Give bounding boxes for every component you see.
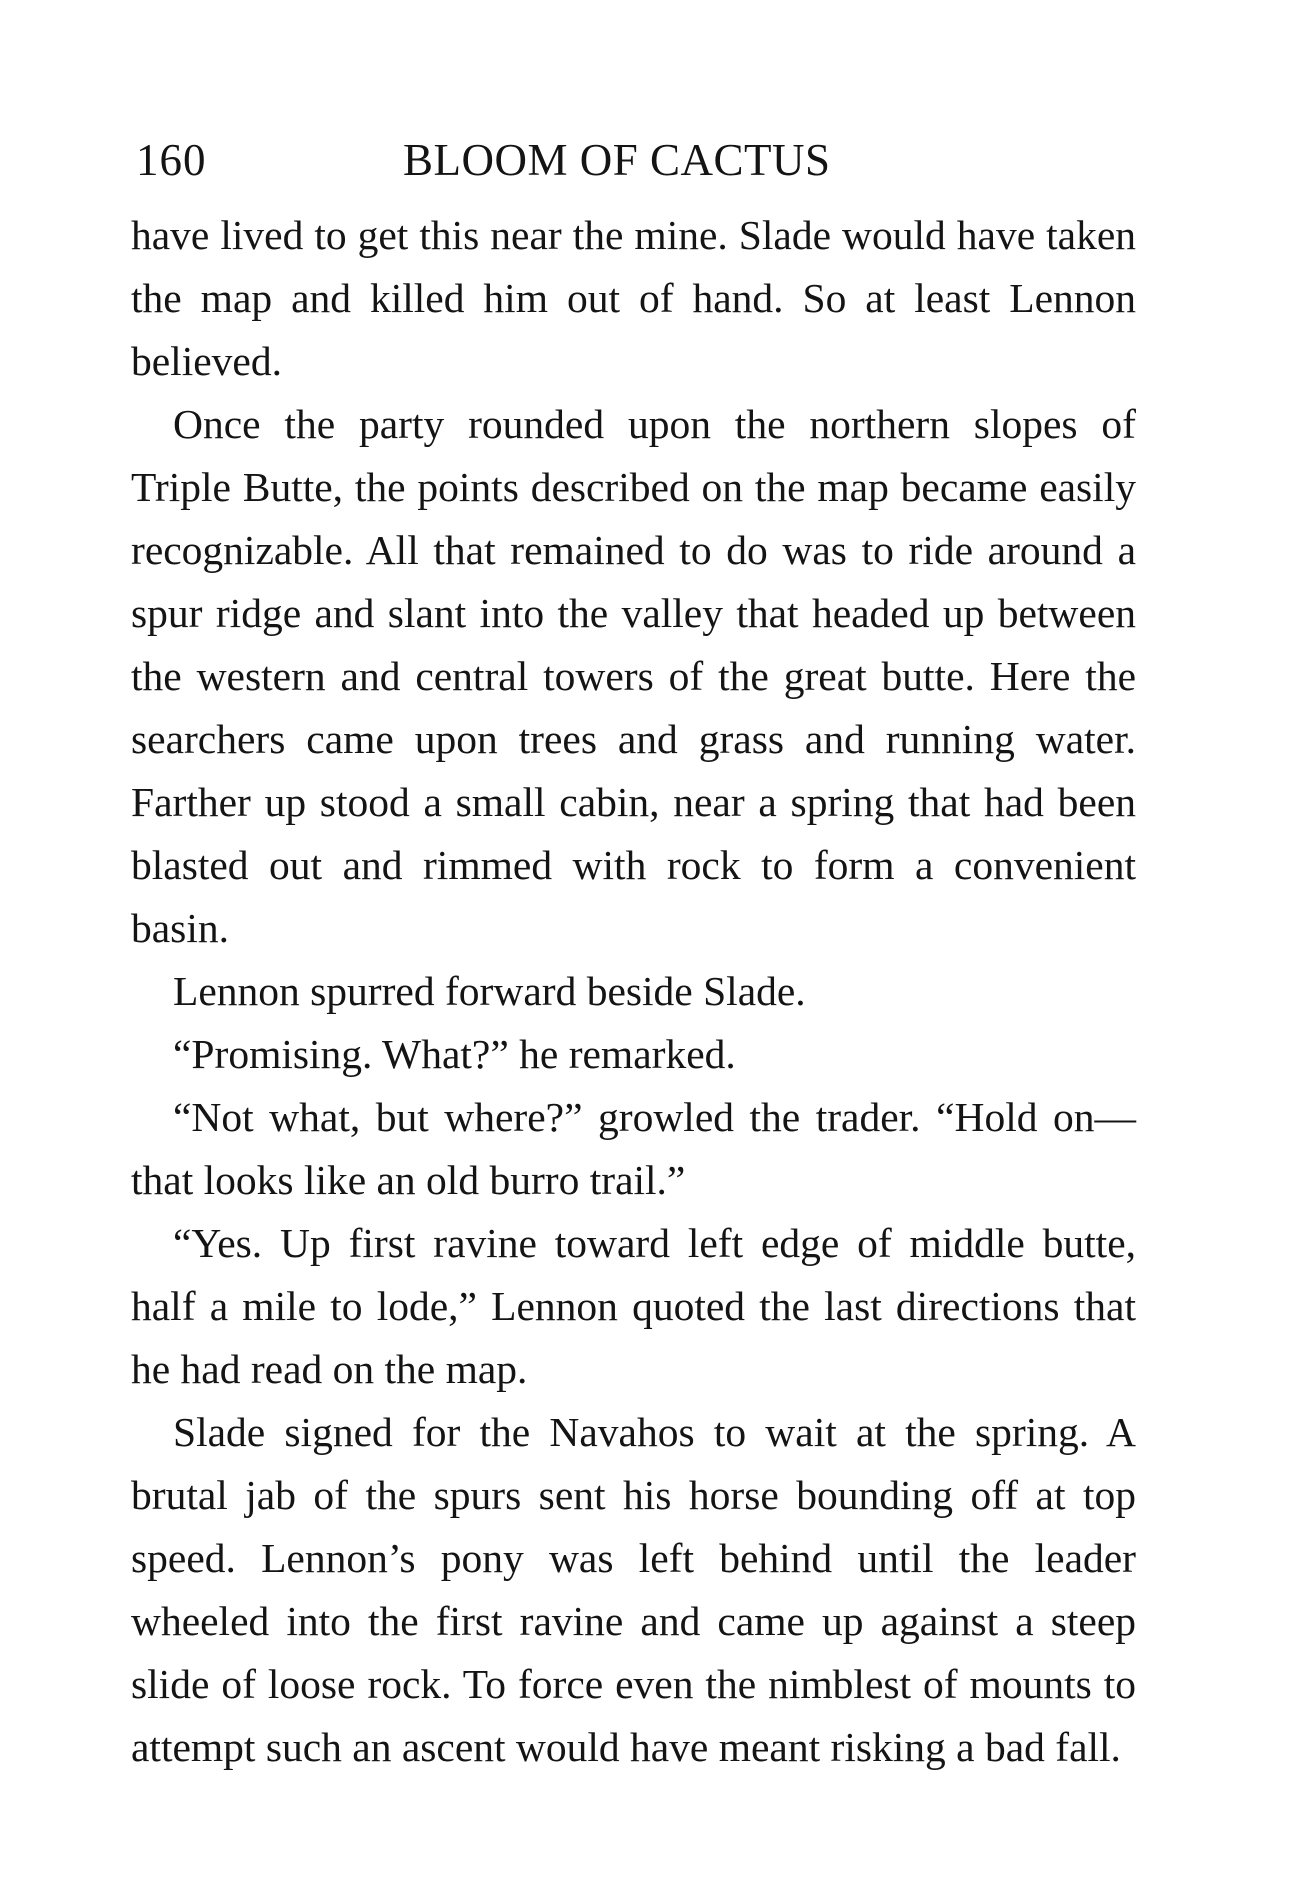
paragraph: Once the party rounded upon the northern slopes of Triple Butte, the points described on the map became easily recognizable. All that remained to do was to ride around a spur ridge and slant into the valley that headed up between the western and central towers of the great butte. Here the searchers came upon trees and grass and running water. Farther up stood a small cabin, near a spring that had been blasted out and rimmed with rock to form a convenient basin. [131, 401, 1136, 951]
paragraph: “Yes. Up first ravine toward left edge of middle butte, half a mile to lode,” Lennon quoted the last directions that he had read on the map. [131, 1220, 1136, 1392]
page-number: 160 [136, 135, 207, 185]
page-header [136, 128, 1136, 192]
paragraph: Slade signed for the Navahos to wait at the spring. A brutal jab of the spurs sent his horse bounding off at top speed. Lennon’s pony was left behind until the leader wheeled into the first ravine and came up against a steep slide of loose rock. To force even the nimblest of mounts to attempt such an ascent would have meant risking a bad fall. [131, 1409, 1136, 1770]
body-text [131, 204, 1136, 1779]
paragraph: Lennon spurred forward beside Slade. [173, 968, 806, 1014]
paragraph-continuation: have lived to get this near the mine. Slade would have taken the map and killed him out of hand. So at least Lennon believed. [131, 212, 1136, 384]
paragraph: “Not what, but where?” growled the trader. “Hold on—that looks like an old burro trail.” [131, 1094, 1136, 1203]
paragraph: “Promising. What?” he remarked. [173, 1031, 736, 1077]
running-title: BLOOM OF CACTUS [403, 135, 831, 185]
